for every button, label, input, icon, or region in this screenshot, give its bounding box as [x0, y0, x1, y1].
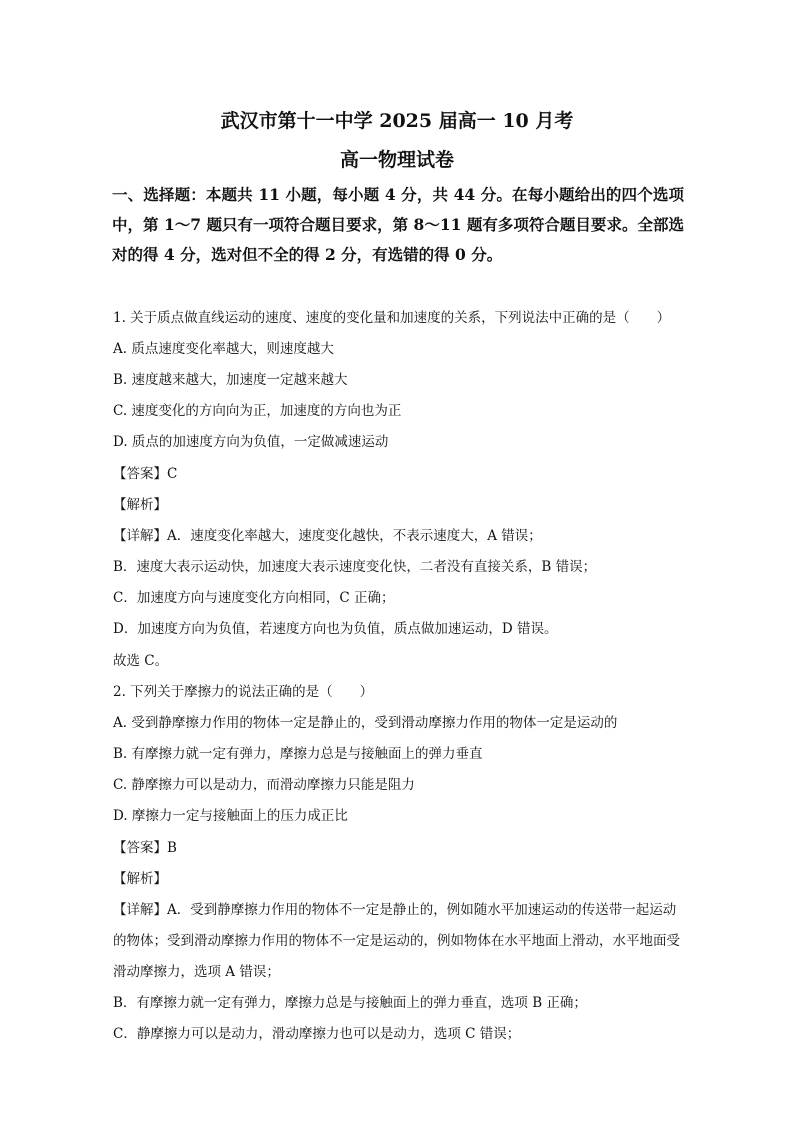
- question-2-option-a: A. 受到静摩擦力作用的物体一定是静止的，受到滑动摩擦力作用的物体一定是运动的: [113, 715, 618, 731]
- question-1-detail-a: 【详解】A．速度变化率越大，速度变化越快，不表示速度大，A 错误；: [113, 528, 542, 544]
- question-2-option-b: B. 有摩擦力就一定有弹力，摩擦力总是与接触面上的弹力垂直: [113, 746, 483, 762]
- question-2-detail-a: 【详解】A．受到静摩擦力作用的物体不一定是静止的，例如随水平加速运动的传送带一起运动的物体；受到滑动摩擦力作用的物体不一定是运动的，例如物体在水平地面上滑动，水平地面受滑动摩擦力，选项 A 错误；: [113, 902, 680, 980]
- question-1-detail-b: B．速度大表示运动快，加速度大表示速度变化快，二者没有直接关系，B 错误；: [113, 559, 597, 575]
- question-1-option-a: A. 质点速度变化率越大，则速度越大: [113, 341, 334, 357]
- question-2-analysis-label: 【解析】: [113, 871, 167, 887]
- question-1-stem: 1. 关于质点做直线运动的速度、速度的变化量和加速度的关系，下列说法中正确的是（ ）: [113, 310, 671, 326]
- exam-title: 武汉市第十一中学 2025 届高一 10 月考: [220, 110, 574, 132]
- question-1-answer: 【答案】C: [113, 466, 178, 482]
- question-2-detail-b: B．有摩擦力就一定有弹力，摩擦力总是与接触面上的弹力垂直，选项 B 正确；: [113, 995, 587, 1011]
- question-1-detail-d: D．加速度方向为负值，若速度方向也为负值，质点做加速运动，D 错误。: [113, 621, 558, 637]
- question-1-option-b: B. 速度越来越大，加速度一定越来越大: [113, 372, 348, 388]
- question-2-option-c: C. 静摩擦力可以是动力，而滑动摩擦力只能是阻力: [113, 777, 415, 793]
- question-2-option-d: D. 摩擦力一定与接触面上的压力成正比: [113, 808, 348, 824]
- question-2-answer: 【答案】B: [113, 840, 177, 856]
- question-1-detail-c: C．加速度方向与速度变化方向相同，C 正确；: [113, 590, 395, 606]
- question-1-conclusion: 故选 C。: [113, 653, 169, 669]
- question-1-option-c: C. 速度变化的方向向为正，加速度的方向也为正: [113, 403, 402, 419]
- section-instructions: 一、选择题：本题共 11 小题，每小题 4 分，共 44 分。在每小题给出的四个选项中，第 1～7 题只有一项符合题目要求，第 8～11 题有多项符合题目要求。全部选对的得 4 分，选对但不全的得 2 分，有选错的得 0 分。: [112, 185, 684, 264]
- exam-subtitle: 高一物理试卷: [339, 149, 454, 171]
- question-2-stem: 2. 下列关于摩擦力的说法正确的是（ ）: [113, 684, 374, 700]
- question-1-option-d: D. 质点的加速度方向为负值，一定做减速运动: [113, 434, 389, 450]
- question-2-detail-c: C．静摩擦力可以是动力，滑动摩擦力也可以是动力，选项 C 错误；: [113, 1026, 521, 1042]
- question-1-analysis-label: 【解析】: [113, 497, 167, 513]
